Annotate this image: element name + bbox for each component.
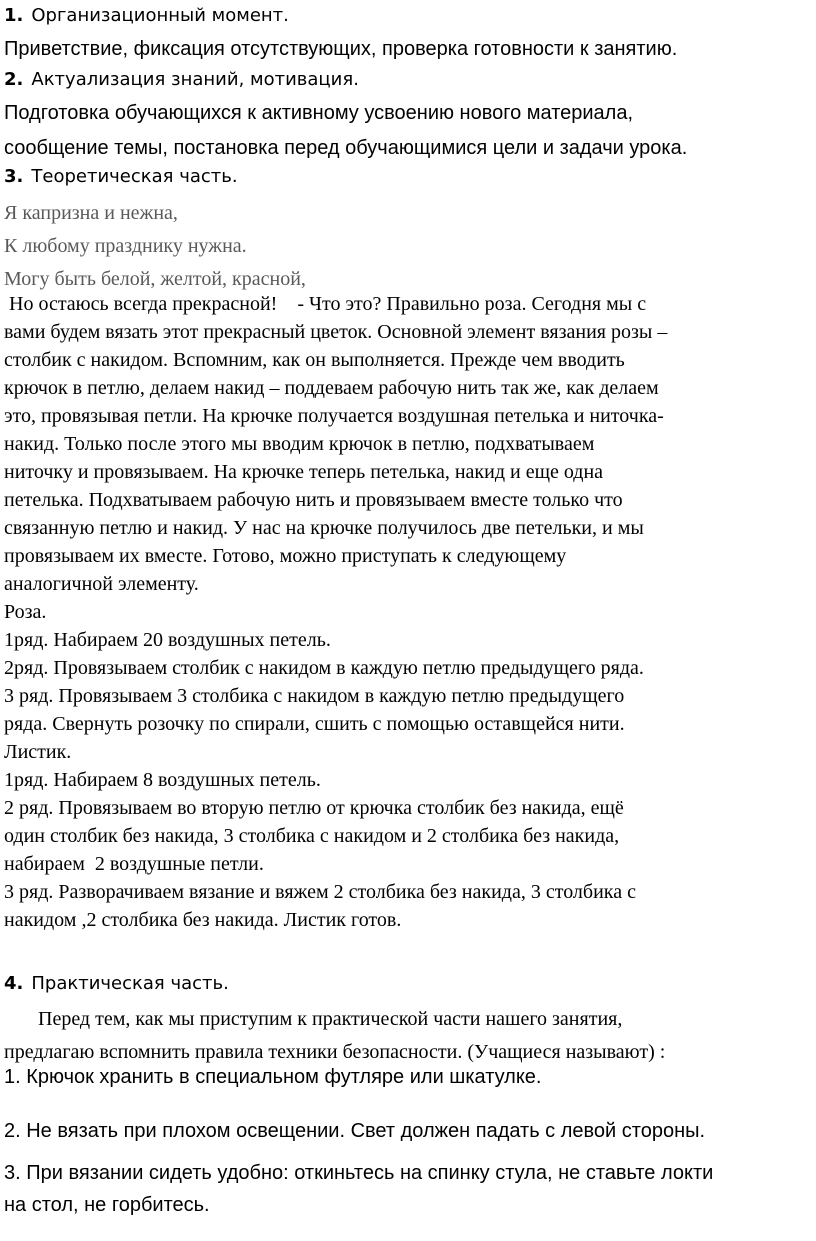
body-line: 3 ряд. Провязываем 3 столбика с накидом в каждую петлю предыдущего — [4, 685, 625, 707]
body-line: связанную петлю и накид. У нас на крючке получилось две петельки, и мы — [4, 517, 644, 539]
poem-line: Я капризна и нежна, — [4, 202, 178, 224]
body-line: ряда. Свернуть розочку по спирали, сшить с помощью оставщейся нити. — [4, 713, 625, 735]
body-line: 2 ряд. Провязываем во вторую петлю от крючка столбик без накида, ещё — [4, 797, 624, 819]
paragraph-line: сообщение темы, постановка перед обучающимися цели и задачи урока. — [4, 137, 688, 159]
section-number: 2. — [4, 69, 24, 90]
safety-rule: 1. Крючок хранить в специальном футляре или шкатулке. — [4, 1066, 542, 1088]
safety-rule: 2. Не вязать при плохом освещении. Свет должен падать с левой стороны. — [4, 1120, 706, 1142]
body-line: 3 ряд. Разворачиваем вязание и вяжем 2 столбика без накида, 3 столбика с — [4, 881, 636, 903]
section-title: Организационный момент. — [31, 5, 289, 26]
safety-rule: 3. При вязании сидеть удобно: откиньтесь на спинку стула, не ставьте локти — [4, 1162, 714, 1184]
section-number: 4. — [4, 973, 24, 994]
body-line: крючок в петлю, делаем накид – поддеваем рабочую нить так же, как делаем — [4, 377, 659, 399]
section-2-text — [4, 96, 794, 166]
body-line: накид. Только после этого мы вводим крючок в петлю, подхватываем — [4, 433, 595, 455]
body-line: один столбик без накида, 3 столбика с накидом и 2 столбика без накида, — [4, 825, 620, 847]
body-line: накидом ,2 столбика без накида. Листик готов. — [4, 909, 402, 931]
section-2-heading — [4, 69, 359, 90]
section-title: Теоретическая часть. — [31, 166, 238, 187]
section-4-intro — [4, 1003, 665, 1069]
intro-line: предлагаю вспомнить правила техники безопасности. (Учащиеся называют) : — [4, 1041, 666, 1063]
section-number: 1. — [4, 5, 24, 26]
paragraph-line: Подготовка обучающихся к активному усвоению нового материала, — [4, 102, 634, 124]
body-line: Но остаюсь всегда прекрасной! - Что это? Правильно роза. Сегодня мы с — [4, 293, 647, 315]
body-line: ниточку и провязываем. На крючке теперь петелька, накид и еще одна — [4, 461, 604, 483]
section-3-body — [4, 290, 812, 934]
section-1-heading — [4, 5, 289, 26]
body-line: 2ряд. Провязываем столбик с накидом в каждую петлю предыдущего ряда. — [4, 657, 644, 679]
section-title: Актуализация знаний, мотивация. — [31, 69, 359, 90]
poem-line: К любому празднику нужна. — [4, 235, 247, 257]
body-line: это, провязывая петли. На крючке получается воздушная петелька и ниточка- — [4, 405, 664, 427]
subheading-leaf: Листик. — [4, 741, 72, 763]
body-line: набираем 2 воздушные петли. — [4, 853, 264, 875]
section-1-text: Приветствие, фиксация отсутствующих, проверка готовности к занятию. — [4, 38, 678, 60]
body-line: аналогичной элементу. — [4, 573, 199, 595]
body-line: 1ряд. Набираем 20 воздушных петель. — [4, 629, 331, 651]
body-line: столбик с накидом. Вспомним, как он выполняется. Прежде чем вводить — [4, 349, 625, 371]
body-line: 1ряд. Набираем 8 воздушных петель. — [4, 769, 321, 791]
body-line: вами будем вязать этот прекрасный цветок. Основной элемент вязания розы – — [4, 321, 668, 343]
body-line: провязываем их вместе. Готово, можно приступать к следующему — [4, 545, 567, 567]
safety-rule-continuation: на стол, не горбитесь. — [4, 1194, 210, 1216]
subheading-rose: Роза. — [4, 601, 47, 623]
section-title: Практическая часть. — [31, 973, 229, 994]
riddle-poem — [4, 197, 306, 296]
intro-line: Перед тем, как мы приступим к практической части нашего занятия, — [38, 1008, 623, 1030]
section-3-heading — [4, 166, 238, 187]
section-number: 3. — [4, 166, 24, 187]
poem-line: Могу быть белой, желтой, красной, — [4, 268, 306, 290]
section-4-heading — [4, 973, 229, 994]
body-line: петелька. Подхватываем рабочую нить и провязываем вместе только что — [4, 489, 623, 511]
